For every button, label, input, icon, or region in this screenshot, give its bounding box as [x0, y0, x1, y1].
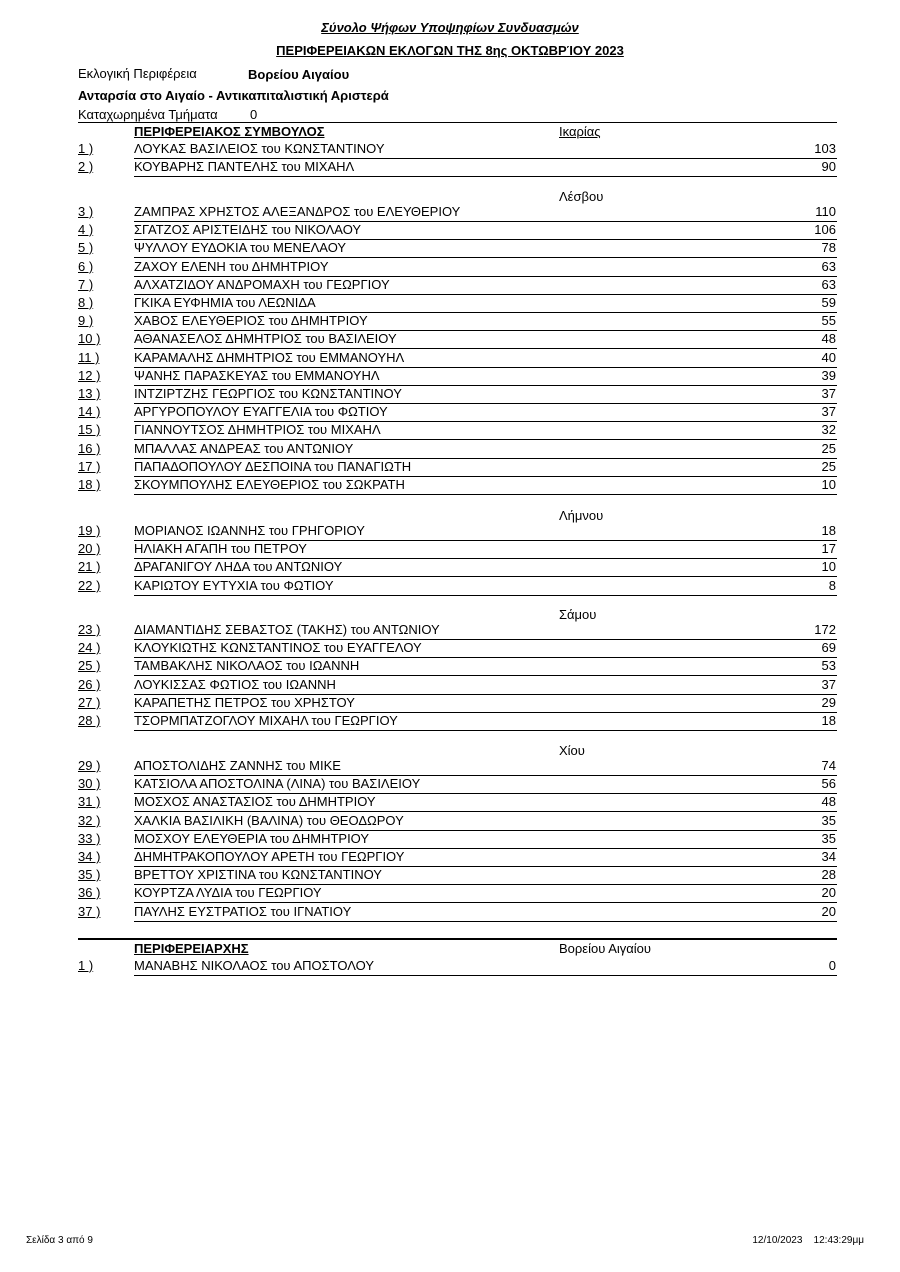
- row-number: 21 ): [78, 559, 101, 574]
- candidate-name: ΛΟΥΚΙΣΣΑΣ ΦΩΤΙΟΣ του ΙΩΑΝΝΗ: [134, 677, 336, 692]
- row-number: 14 ): [78, 404, 101, 419]
- table-row: [0, 523, 900, 541]
- candidate-votes: 25: [821, 459, 836, 474]
- table-row: [0, 441, 900, 459]
- table-row: [0, 541, 900, 559]
- table-row: [0, 640, 900, 658]
- governor-row: [0, 958, 900, 976]
- party-name: Ανταρσία στο Αιγαίο - Αντικαπιταλιστική Αριστερά: [78, 88, 389, 103]
- candidate-votes: 48: [821, 794, 836, 809]
- table-row: [0, 240, 900, 258]
- candidate-votes: 172: [814, 622, 836, 637]
- row-number: 9 ): [78, 313, 94, 328]
- candidate-votes: 10: [821, 477, 836, 492]
- candidate-name: ΜΑΝΑΒΗΣ ΝΙΚΟΛΑΟΣ του ΑΠΟΣΤΟΛΟΥ: [134, 958, 375, 973]
- candidate-name: ΓΚΙΚΑ ΕΥΦΗΜΙΑ του ΛΕΩΝΙΔΑ: [134, 295, 316, 310]
- table-row: [0, 259, 900, 277]
- page-number: Σελίδα 3 από 9: [26, 1235, 93, 1246]
- candidate-votes: 29: [821, 695, 836, 710]
- row-number: 22 ): [78, 578, 101, 593]
- table-row: [0, 867, 900, 885]
- registered-sections-value: 0: [250, 107, 258, 122]
- print-timestamp: 12/10/2023 12:43:29μμ: [752, 1235, 864, 1246]
- candidate-name: ΚΑΤΣΙΟΛΑ ΑΠΟΣΤΟΛΙΝΑ (ΛΙΝΑ) του ΒΑΣΙΛΕΙΟΥ: [134, 776, 421, 791]
- table-row: [0, 313, 900, 331]
- candidate-name: ΧΑΛΚΙΑ ΒΑΣΙΛΙΚΗ (ΒΑΛΙΝΑ) του ΘΕΟΔΩΡΟΥ: [134, 813, 404, 828]
- row-number: 4 ): [78, 222, 94, 237]
- group-region-label: Σάμου: [559, 607, 597, 622]
- candidate-votes: 48: [821, 331, 836, 346]
- row-number: 12 ): [78, 368, 101, 383]
- candidate-name: ΠΑΠΑΔΟΠΟΥΛΟΥ ΔΕΣΠΟΙΝΑ του ΠΑΝΑΓΙΩΤΗ: [134, 459, 412, 474]
- row-number: 34 ): [78, 849, 101, 864]
- candidate-name: ΔΙΑΜΑΝΤΙΔΗΣ ΣΕΒΑΣΤΟΣ (ΤΑΚΗΣ) του ΑΝΤΩΝΙΟΥ: [134, 622, 440, 637]
- candidate-name: ΓΙΑΝΝΟΥΤΣΟΣ ΔΗΜΗΤΡΙΟΣ του ΜΙΧΑΗΛ: [134, 422, 381, 437]
- candidate-votes: 39: [821, 368, 836, 383]
- candidate-name: ΨΥΛΛΟΥ ΕΥΔΟΚΙΑ του ΜΕΝΕΛΑΟΥ: [134, 240, 347, 255]
- candidate-name: ΛΟΥΚΑΣ ΒΑΣΙΛΕΙΟΣ του ΚΩΝΣΤΑΝΤΙΝΟΥ: [134, 141, 385, 156]
- table-row: [0, 695, 900, 713]
- table-row: [0, 658, 900, 676]
- candidate-votes: 40: [821, 350, 836, 365]
- row-number: 25 ): [78, 658, 101, 673]
- row-number: 28 ): [78, 713, 101, 728]
- candidate-votes: 20: [821, 885, 836, 900]
- governor-region: Βορείου Αιγαίου: [559, 941, 652, 956]
- group-region-label: Λέσβου: [559, 189, 604, 204]
- candidate-votes: 0: [828, 958, 836, 973]
- row-number: 13 ): [78, 386, 101, 401]
- candidate-votes: 110: [815, 204, 836, 219]
- candidate-name: ΤΣΟΡΜΠΑΤΖΟΓΛΟΥ ΜΙΧΑΗΛ του ΓΕΩΡΓΙΟΥ: [134, 713, 398, 728]
- candidate-name: ΜΠΑΛΛΑΣ ΑΝΔΡΕΑΣ του ΑΝΤΩΝΙΟΥ: [134, 441, 354, 456]
- candidate-votes: 28: [821, 867, 836, 882]
- table-row: [0, 159, 900, 177]
- candidate-votes: 34: [821, 849, 836, 864]
- candidate-name: ΖΑΜΠΡΑΣ ΧΡΗΣΤΟΣ ΑΛΕΞΑΝΔΡΟΣ του ΕΛΕΥΘΕΡΙΟΥ: [134, 204, 461, 219]
- document-subtitle: ΠΕΡΙΦΕΡΕΙΑΚΩΝ ΕΚΛΟΓΩΝ ΤΗΣ 8ης ΟΚΤΩΒΡΊΟΥ 2023: [276, 43, 624, 58]
- row-number: 11 ): [78, 350, 100, 365]
- candidate-votes: 18: [821, 523, 836, 538]
- candidate-name: ΑΘΑΝΑΣΕΛΟΣ ΔΗΜΗΤΡΙΟΣ του ΒΑΣΙΛΕΙΟΥ: [134, 331, 397, 346]
- row-number: 5 ): [78, 240, 94, 255]
- candidate-votes: 37: [821, 404, 836, 419]
- row-number: 10 ): [78, 331, 101, 346]
- candidate-votes: 78: [821, 240, 836, 255]
- row-number: 17 ): [78, 459, 101, 474]
- row-number: 7 ): [78, 277, 94, 292]
- row-number: 26 ): [78, 677, 101, 692]
- table-row: [0, 813, 900, 831]
- table-row: [0, 677, 900, 695]
- row-number: 15 ): [78, 422, 101, 437]
- candidate-name: ΑΛΧΑΤΖΙΔΟΥ ΑΝΔΡΟΜΑΧΗ του ΓΕΩΡΓΙΟΥ: [134, 277, 390, 292]
- row-number: 20 ): [78, 541, 101, 556]
- group-region-label: Λήμνου: [559, 508, 604, 523]
- table-row: [0, 849, 900, 867]
- candidate-votes: 18: [821, 713, 836, 728]
- candidate-votes: 35: [821, 813, 836, 828]
- candidate-votes: 53: [821, 658, 836, 673]
- governor-header: ΠΕΡΙΦΕΡΕΙΑΡΧΗΣ: [134, 941, 249, 956]
- table-row: [0, 404, 900, 422]
- group-region-label: Χίου: [559, 743, 585, 758]
- candidate-votes: 10: [821, 559, 836, 574]
- table-row: [0, 422, 900, 440]
- candidate-votes: 20: [821, 904, 836, 919]
- candidate-name: ΔΡΑΓΑΝΙΓΟΥ ΛΗΔΑ του ΑΝΤΩΝΙΟΥ: [134, 559, 343, 574]
- candidate-name: ΚΑΡΙΩΤΟΥ ΕΥΤΥΧΙΑ του ΦΩΤΙΟΥ: [134, 578, 334, 593]
- candidate-votes: 8: [828, 578, 836, 593]
- registered-sections-label: Καταχωρημένα Τμήματα: [78, 107, 218, 122]
- table-row: [0, 386, 900, 404]
- candidate-name: ΣΚΟΥΜΠΟΥΛΗΣ ΕΛΕΥΘΕΡΙΟΣ του ΣΩΚΡΑΤΗ: [134, 477, 405, 492]
- table-row: [0, 885, 900, 903]
- candidate-votes: 63: [821, 259, 836, 274]
- region-value: Βορείου Αιγαίου: [248, 67, 350, 82]
- table-row: [0, 277, 900, 295]
- row-number: 2 ): [78, 159, 94, 174]
- table-row: [0, 295, 900, 313]
- candidate-name: ΨΑΝΗΣ ΠΑΡΑΣΚΕΥΑΣ του ΕΜΜΑΝΟΥΗΛ: [134, 368, 380, 383]
- candidate-votes: 37: [821, 677, 836, 692]
- candidate-votes: 56: [821, 776, 836, 791]
- candidate-votes: 25: [821, 441, 836, 456]
- candidate-name: ΚΟΥΒΑΡΗΣ ΠΑΝΤΕΛΗΣ του ΜΙΧΑΗΛ: [134, 159, 355, 174]
- table-row: [0, 331, 900, 349]
- row-number: 8 ): [78, 295, 94, 310]
- candidate-votes: 32: [821, 422, 836, 437]
- row-number: 24 ): [78, 640, 101, 655]
- group-region-label: Ικαρίας: [559, 124, 601, 139]
- row-number: 36 ): [78, 885, 101, 900]
- candidate-votes: 106: [814, 222, 836, 237]
- candidate-votes: 74: [821, 758, 836, 773]
- candidate-name: ΜΟΣΧΟΥ ΕΛΕΥΘΕΡΙΑ του ΔΗΜΗΤΡΙΟΥ: [134, 831, 370, 846]
- candidate-name: ΣΓΑΤΖΟΣ ΑΡΙΣΤΕΙΔΗΣ του ΝΙΚΟΛΑΟΥ: [134, 222, 362, 237]
- row-number: 23 ): [78, 622, 101, 637]
- candidate-name: ΚΟΥΡΤΖΑ ΛΥΔΙΑ του ΓΕΩΡΓΙΟΥ: [134, 885, 322, 900]
- candidate-votes: 55: [821, 313, 836, 328]
- row-number: 16 ): [78, 441, 101, 456]
- table-row: [0, 559, 900, 577]
- candidate-name: ΙΝΤΖΙΡΤΖΗΣ ΓΕΩΡΓΙΟΣ του ΚΩΝΣΤΑΝΤΙΝΟΥ: [134, 386, 402, 401]
- candidate-name: ΚΑΡΑΜΑΛΗΣ ΔΗΜΗΤΡΙΟΣ του ΕΜΜΑΝΟΥΗΛ: [134, 350, 405, 365]
- table-row: [0, 350, 900, 368]
- table-row: [0, 622, 900, 640]
- candidate-name: ΚΛΟΥΚΙΩΤΗΣ ΚΩΝΣΤΑΝΤΙΝΟΣ του ΕΥΑΓΓΕΛΟΥ: [134, 640, 422, 655]
- row-number: 30 ): [78, 776, 101, 791]
- candidate-name: ΜΟΡΙΑΝΟΣ ΙΩΑΝΝΗΣ του ΓΡΗΓΟΡΙΟΥ: [134, 523, 365, 538]
- table-row: [0, 713, 900, 731]
- row-number: 37 ): [78, 904, 101, 919]
- document-title: Σύνολο Ψήφων Υποψηφίων Συνδυασμών: [321, 20, 579, 35]
- table-row: [0, 904, 900, 922]
- candidate-votes: 35: [821, 831, 836, 846]
- table-row: [0, 776, 900, 794]
- table-row: [0, 578, 900, 596]
- row-number: 32 ): [78, 813, 101, 828]
- candidate-name: ΗΛΙΑΚΗ ΑΓΑΠΗ του ΠΕΤΡΟΥ: [134, 541, 307, 556]
- table-row: [0, 204, 900, 222]
- candidate-name: ΖΑΧΟΥ ΕΛΕΝΗ του ΔΗΜΗΤΡΙΟΥ: [134, 259, 329, 274]
- candidate-votes: 103: [814, 141, 836, 156]
- governor-header-row: [0, 941, 900, 957]
- row-number: 35 ): [78, 867, 101, 882]
- candidate-name: ΔΗΜΗΤΡΑΚΟΠΟΥΛΟΥ ΑΡΕΤΗ του ΓΕΩΡΓΙΟΥ: [134, 849, 405, 864]
- candidate-name: ΠΑΥΛΗΣ ΕΥΣΤΡΑΤΙΟΣ του ΙΓΝΑΤΙΟΥ: [134, 904, 352, 919]
- table-top-rule: [78, 122, 837, 123]
- councillors-header: ΠΕΡΙΦΕΡΕΙΑΚΟΣ ΣΥΜΒΟΥΛΟΣ: [134, 124, 325, 139]
- candidate-name: ΒΡΕΤΤΟΥ ΧΡΙΣΤΙΝΑ του ΚΩΝΣΤΑΝΤΙΝΟΥ: [134, 867, 382, 882]
- table-row: [0, 758, 900, 776]
- candidate-name: ΑΡΓΥΡΟΠΟΥΛΟΥ ΕΥΑΓΓΕΛΙΑ του ΦΩΤΙΟΥ: [134, 404, 388, 419]
- table-row: [0, 141, 900, 159]
- candidate-name: ΧΑΒΟΣ ΕΛΕΥΘΕΡΙΟΣ του ΔΗΜΗΤΡΙΟΥ: [134, 313, 368, 328]
- row-number: 6 ): [78, 259, 94, 274]
- candidate-votes: 90: [821, 159, 836, 174]
- row-number: 3 ): [78, 204, 94, 219]
- row-number: 1 ): [78, 141, 94, 156]
- candidate-name: ΜΟΣΧΟΣ ΑΝΑΣΤΑΣΙΟΣ του ΔΗΜΗΤΡΙΟΥ: [134, 794, 376, 809]
- governor-top-rule: [78, 938, 837, 940]
- row-number: 31 ): [78, 794, 101, 809]
- table-row: [0, 831, 900, 849]
- table-row: [0, 477, 900, 495]
- row-number: 33 ): [78, 831, 101, 846]
- table-row: [0, 794, 900, 812]
- row-number: 18 ): [78, 477, 101, 492]
- candidate-name: ΑΠΟΣΤΟΛΙΔΗΣ ΖΑΝΝΗΣ του ΜΙΚΕ: [134, 758, 341, 773]
- candidate-votes: 63: [821, 277, 836, 292]
- table-row: [0, 368, 900, 386]
- table-row: [0, 222, 900, 240]
- councillors-header-row: [0, 124, 900, 140]
- row-number: 1 ): [78, 958, 94, 973]
- row-number: 19 ): [78, 523, 101, 538]
- candidate-votes: 17: [821, 541, 836, 556]
- row-number: 29 ): [78, 758, 101, 773]
- region-label: Εκλογική Περιφέρεια: [78, 66, 197, 81]
- candidate-name: ΤΑΜΒΑΚΛΗΣ ΝΙΚΟΛΑΟΣ του ΙΩΑΝΝΗ: [134, 658, 360, 673]
- candidate-votes: 59: [821, 295, 836, 310]
- table-row: [0, 459, 900, 477]
- row-number: 27 ): [78, 695, 101, 710]
- candidate-votes: 37: [821, 386, 836, 401]
- candidate-name: ΚΑΡΑΠΕΤΗΣ ΠΕΤΡΟΣ του ΧΡΗΣΤΟΥ: [134, 695, 355, 710]
- candidate-votes: 69: [821, 640, 836, 655]
